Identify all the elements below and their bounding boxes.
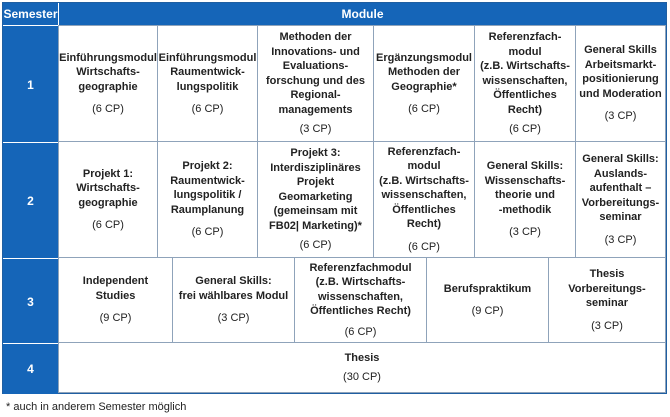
module-credits: (3 CP): [591, 319, 623, 332]
module-cell: [172, 257, 295, 343]
module-title: Projekt 1: Wirtschafts- geographie: [76, 167, 140, 209]
semester-1: 1: [3, 25, 58, 143]
module-title: Referenzfach- modul (z.B. Wirtschafts- wissenschaften, Öffentliches Recht): [480, 31, 570, 116]
module-cell: [575, 141, 666, 258]
module-cell: [58, 141, 158, 258]
module-cell: [257, 141, 374, 258]
module-title: Thesis Vorbereitungs- seminar: [568, 268, 646, 309]
module-credits: (6 CP): [92, 103, 124, 115]
module-credits: (6 CP): [344, 325, 377, 338]
module-credits: (6 CP): [299, 239, 332, 252]
module-credits: (3 CP): [509, 226, 541, 239]
module-credits: (3 CP): [217, 312, 250, 325]
module-cell: [575, 25, 666, 142]
module-title: Einführungsmodul Wirtschafts- geographie: [59, 51, 157, 93]
module-cell: [58, 25, 158, 142]
footnote: * auch in anderem Semester möglich: [6, 401, 187, 413]
module-cell: [157, 141, 258, 258]
module-credits: (6 CP): [191, 103, 224, 115]
module-title: Independent Studies: [82, 275, 149, 302]
module-credits: (3 CP): [604, 233, 637, 246]
module-title: Referenzfach- modul (z.B. Wirtschafts- wissenschaften, Öffentliches Recht): [379, 145, 469, 231]
module-cell: [426, 257, 549, 343]
module-title: Berufspraktikum: [443, 282, 532, 295]
module-title: General Skills: Wissenschafts- theorie und -methodik: [484, 160, 566, 216]
semester-4: 4: [3, 343, 58, 394]
module-credits: (6 CP): [92, 219, 124, 231]
semester-2: 2: [3, 142, 58, 259]
module-title: Thesis: [344, 351, 380, 364]
module-cell: [373, 25, 475, 142]
module-title: Methoden der Innovations- und Evaluations- forschung und des Regional- managements: [266, 31, 365, 116]
module-cell: [257, 25, 374, 142]
module-cell: [548, 257, 666, 343]
module-title: General Skills: Auslands- aufenthalt – Vorbereitungs- seminar: [581, 153, 660, 223]
module-title: General Skills: frei wählbares Modul: [178, 275, 289, 302]
module-credits: (6 CP): [408, 240, 440, 253]
module-cell: [474, 141, 576, 258]
semester-header: Semester: [3, 3, 58, 25]
module-credits: (9 CP): [99, 312, 132, 325]
module-title: Einführungsmodul Raumentwick- lungspolitik: [158, 51, 257, 93]
module-cell: [474, 25, 576, 142]
semester-3: 3: [3, 258, 58, 344]
module-cell: [58, 342, 666, 393]
module-credits: (6 CP): [509, 123, 541, 136]
module-header: Module: [58, 3, 666, 25]
module-cell: [157, 25, 258, 142]
module-title: Projekt 2: Raumentwick- lungspolitik / Raumplanung: [170, 160, 245, 216]
module-title: General Skills Arbeitsmarkt- positionierung und Moderation: [579, 44, 662, 100]
module-credits: (3 CP): [299, 123, 332, 136]
module-credits: (6 CP): [408, 103, 440, 115]
module-title: Ergänzungsmodul Methoden der Geographie*: [376, 51, 472, 93]
module-cell: [373, 141, 475, 258]
module-credits: (3 CP): [604, 110, 637, 123]
module-title: Referenzfachmodul (z.B. Wirtschafts- wissenschaften, Öffentliches Recht): [309, 261, 412, 318]
module-credits: (6 CP): [191, 226, 224, 239]
module-cell: [294, 257, 427, 343]
module-title: Projekt 3: Interdisziplinäres Projekt Geomarketing (gemeinsam mit FB02| Marketing)*: [269, 147, 362, 232]
module-cell: [58, 257, 173, 343]
module-credits: (30 CP): [343, 371, 381, 383]
module-credits: (9 CP): [471, 305, 504, 317]
